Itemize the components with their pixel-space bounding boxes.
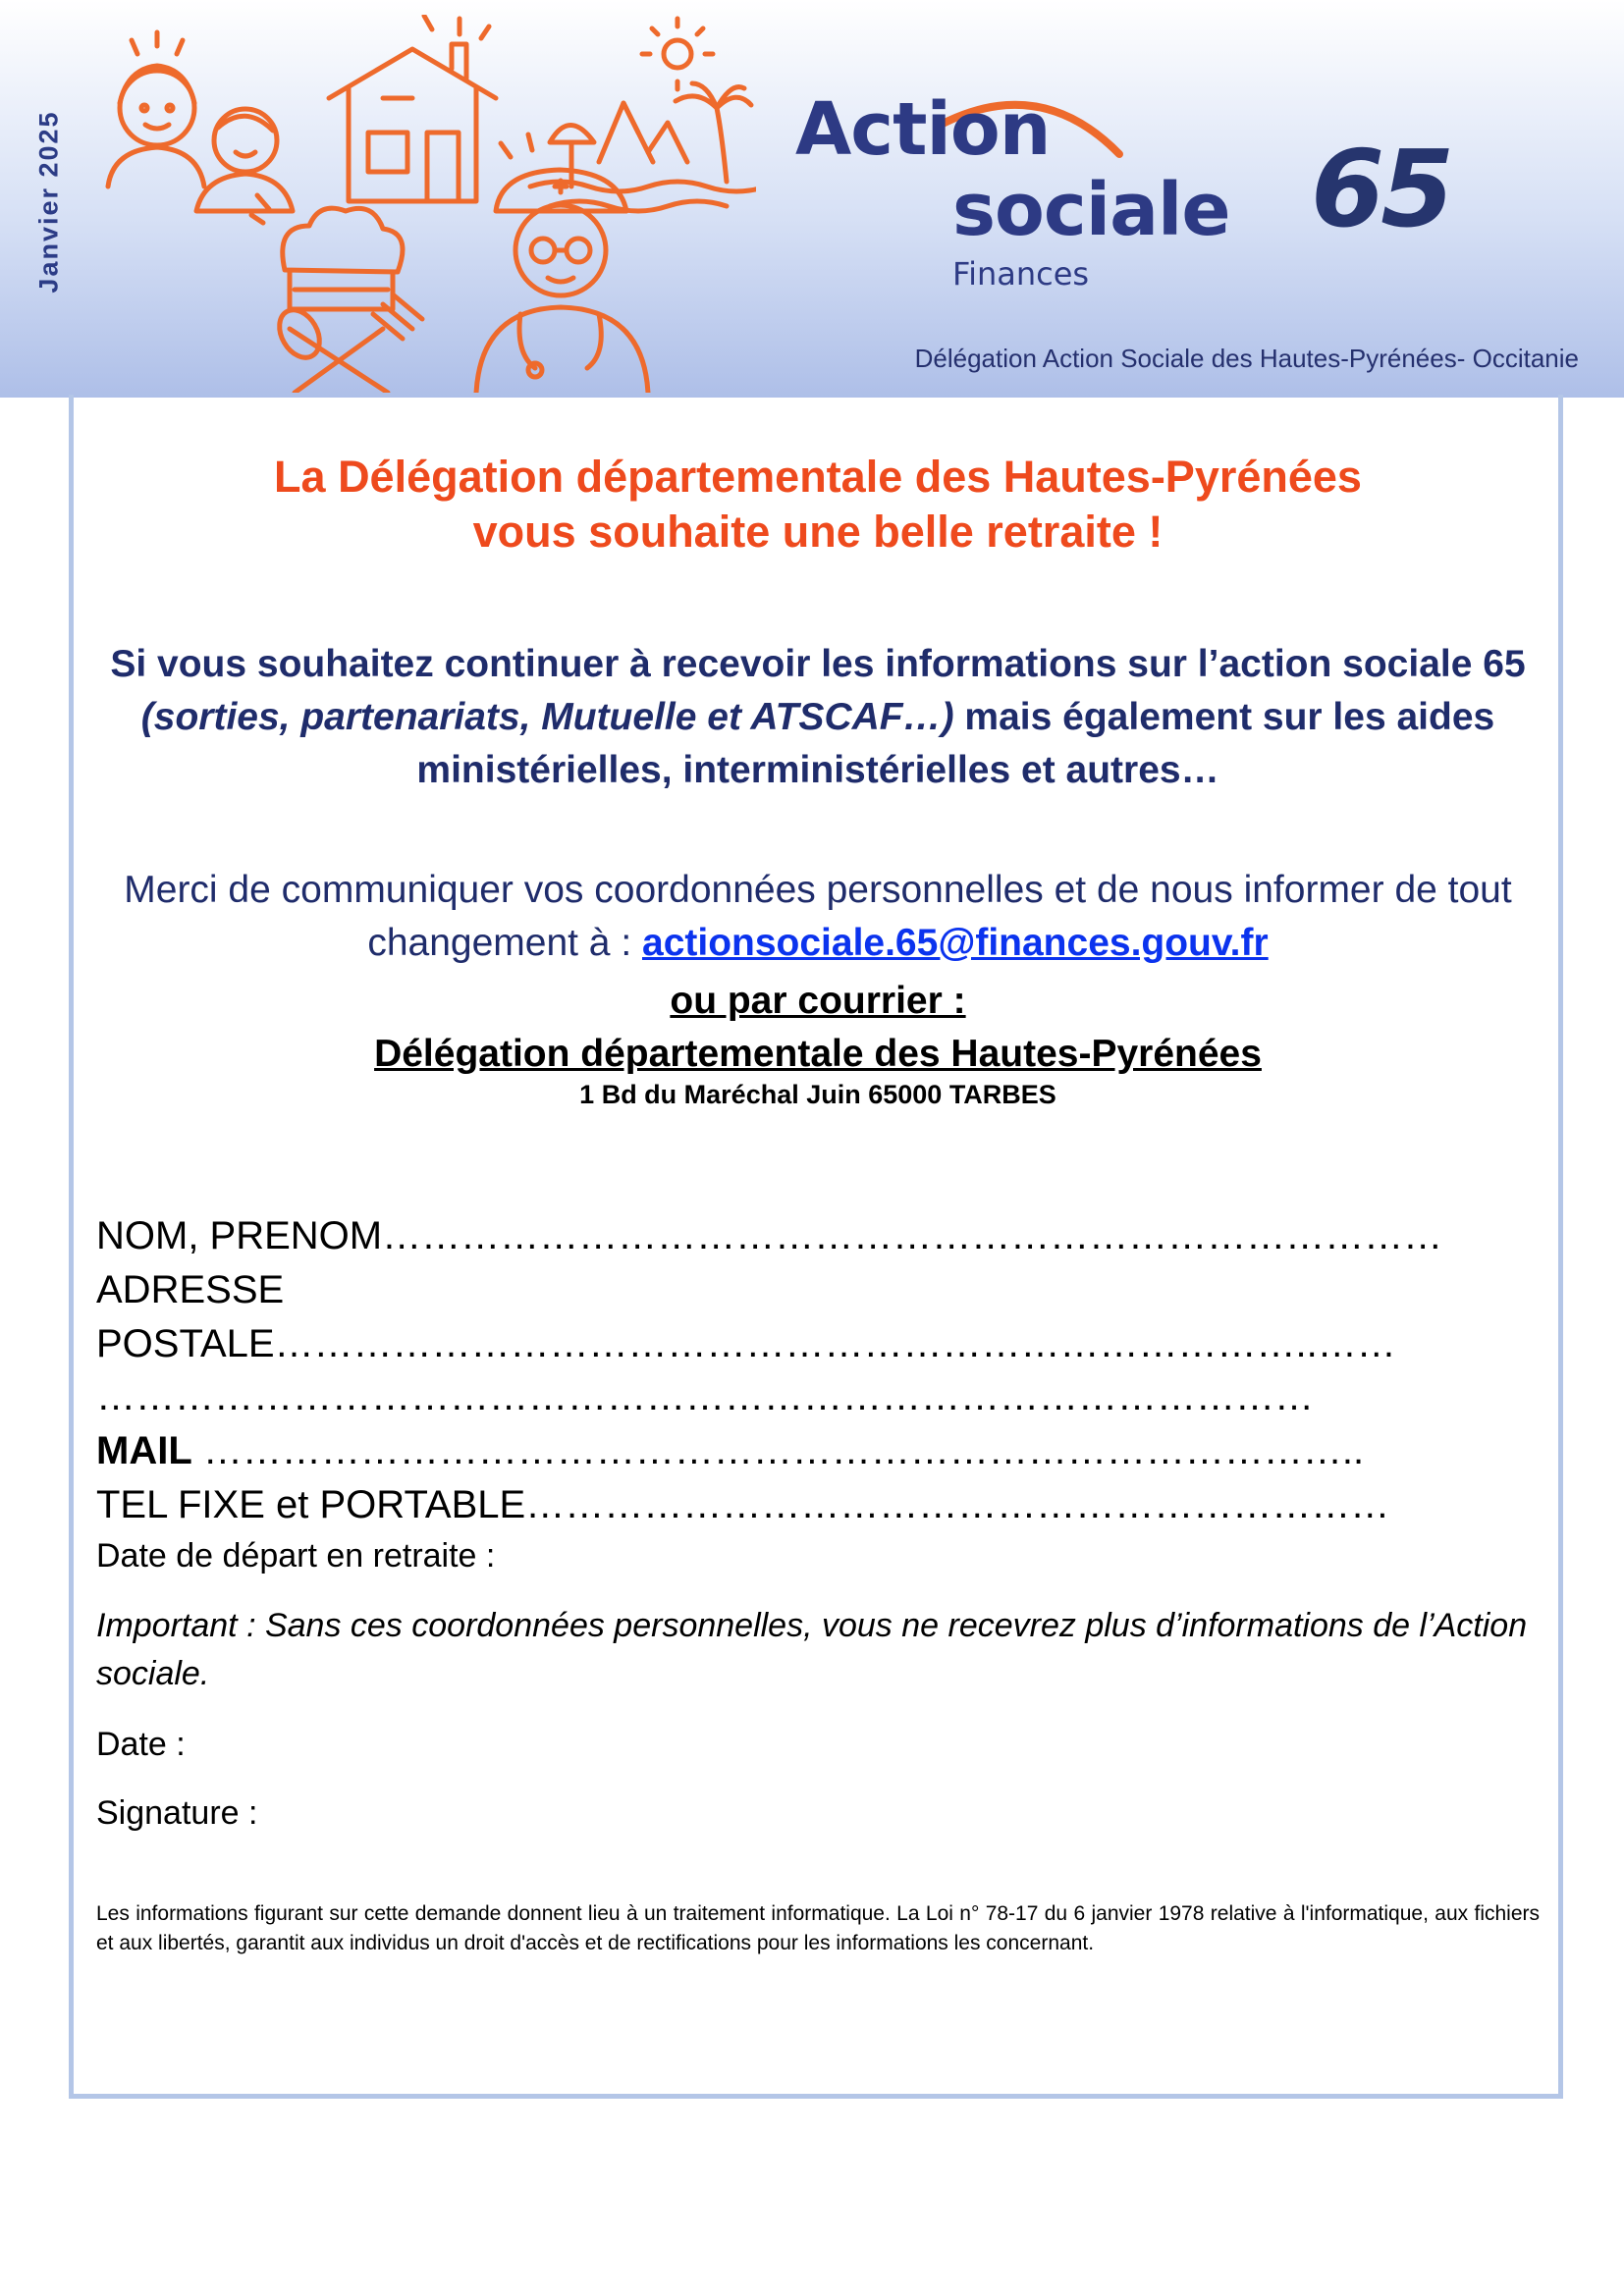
courier-block: [96, 975, 1540, 1081]
action-sociale-logo: [795, 87, 1267, 309]
name-dots: ………………………………………………………………………: [382, 1214, 1443, 1257]
legal-notice: Les informations figurant sur cette demande donnent lieu à un traitement informatique. La Loi n° 78-17 du 6 janvier 1978 relative à l'informatique, aux fichiers et aux libertés, garantit aux individus un droit d'accès et de rectifications pour les informations les concernant.: [96, 1902, 1540, 1955]
page-title: [96, 450, 1540, 561]
phone-field[interactable]: [96, 1478, 1540, 1532]
beach-icon: [530, 19, 756, 211]
address-label: POSTALE: [96, 1321, 275, 1365]
illustration-icons: [88, 15, 756, 393]
title-line-2: vous souhaite une belle retraite !: [472, 507, 1164, 558]
nurse-icon: [476, 134, 648, 393]
contact-form: [96, 1209, 1540, 1532]
title-line-1: La Délégation départementale des Hautes-Pyrénées: [274, 452, 1362, 502]
email-link[interactable]: actionsociale.65@finances.gouv.fr: [642, 921, 1269, 964]
family-icon: [108, 32, 293, 211]
address-extra-field[interactable]: …………………………………………………………………………………: [96, 1375, 1314, 1419]
courier-organisation: Délégation départementale des Hautes-Pyrénées: [374, 1032, 1262, 1075]
intro-text-2: mais également sur les aides ministérielles, interministérielles et autres…: [416, 695, 1495, 791]
phone-dots: …………………………………………………………: [525, 1482, 1390, 1526]
chef-icon: [251, 195, 422, 393]
mail-dots: ……………………………………………………………………………..: [191, 1429, 1365, 1473]
name-field[interactable]: [96, 1209, 1540, 1263]
header-banner: [0, 0, 1624, 398]
logo-word-sociale: sociale: [952, 168, 1230, 252]
intro-text-1: Si vous souhaitez continuer à recevoir les informations sur l’action sociale 65: [110, 643, 1526, 685]
issue-date: [22, 98, 77, 304]
department-number: 65: [1311, 129, 1451, 251]
house-icon: [329, 16, 496, 201]
address-field[interactable]: [96, 1317, 1540, 1371]
signature-field[interactable]: Signature :: [96, 1794, 258, 1832]
intro-paragraph: [96, 638, 1540, 796]
header-tagline: Délégation Action Sociale des Hautes-Pyrénées- Occitanie: [914, 344, 1579, 373]
postal-address: 1 Bd du Maréchal Juin 65000 TARBES: [579, 1080, 1056, 1109]
important-notice: Important : Sans ces coordonnées personnelles, vous ne recevrez plus d’informations de l’Action sociale.: [96, 1607, 1528, 1693]
courier-label: ou par courrier :: [670, 980, 966, 1022]
retirement-date-field[interactable]: Date de départ en retraite :: [96, 1537, 496, 1575]
logo-word-finances: Finances: [952, 255, 1090, 293]
mail-label: MAIL: [96, 1429, 192, 1473]
logo-word-action: Action: [795, 87, 1051, 172]
date-field[interactable]: Date :: [96, 1726, 186, 1763]
contact-text: Merci de communiquer vos coordonnées personnelles et de nous informer de tout changement à :: [124, 869, 1512, 964]
name-label: NOM, PRENOM: [96, 1214, 383, 1257]
address-label-line1: ADRESSE: [96, 1267, 285, 1311]
phone-label: TEL FIXE et PORTABLE: [96, 1482, 526, 1526]
contact-paragraph: [96, 864, 1540, 970]
mail-field[interactable]: [96, 1424, 1540, 1478]
address-dots: ……………………………………………………………………..……: [274, 1321, 1396, 1365]
issue-date-text: Janvier 2025: [33, 109, 64, 294]
intro-italic: (sorties, partenariats, Mutuelle et ATSCAF…): [140, 695, 954, 738]
